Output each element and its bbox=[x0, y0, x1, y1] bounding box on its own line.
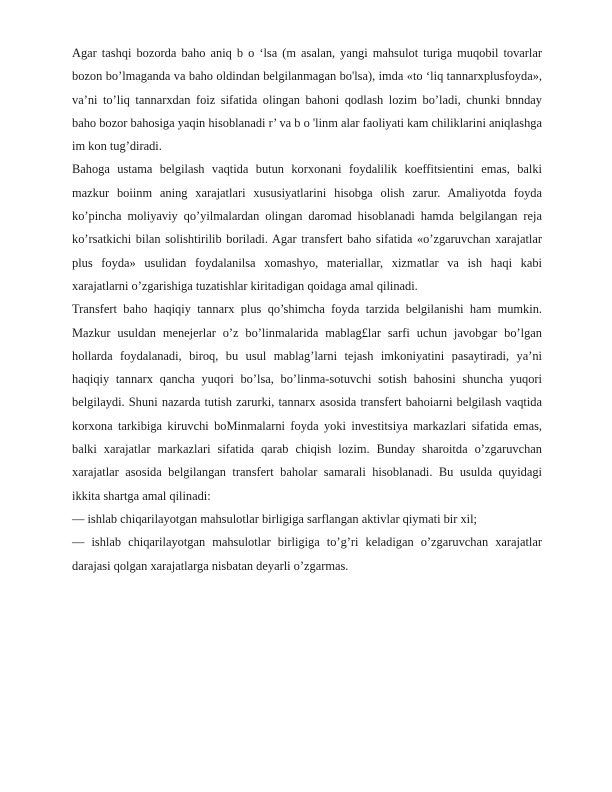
paragraph-ustama: Bahoga ustama belgilash vaqtida butun korxonani foydalilik koeffitsientini emas, balki mazkur boiinm aning xarajatlari xususiyatlarini hisobga olish zarur. Amaliyotda foyda ko’pincha moliyaviy qo’yilmalardan olingan daromad hisoblanadi hamda belgilangan reja ko’rsatkichi bilan solishtirilib boriladi. Agar transfert baho sifatida «o’zgaruvchan xarajatlar plus foyda» usulidan foydalanilsa xomashyo, materiallar, xizmatlar va ish haqi kabi xarajatlarni o’zgarishiga tuzatishlar kiritadigan qoidaga amal qilinadi. bbox=[72, 162, 542, 293]
paragraph-tashqi-bozor: Agar tashqi bozorda baho aniq b o ‘lsa (m asalan, yangi mahsulot turiga muqobil tovarlar bozon bo’lmaganda va baho oldindan belgilanmagan bo'lsa), imda «to ‘liq tannarxplusfoyda», va’ni to’liq tannarxdan foiz sifatida olingan bahoni qodlash lozim bo’ladi, chunki bnnday baho bozor bahosiga yaqin hisoblanadi r’ va b o 'linm alar faoliyati kam chiliklarini aniqlashga im kon tug’diradi. bbox=[72, 46, 542, 154]
document-page bbox=[72, 42, 542, 578]
paragraph-haqiqiy-tannarx: Transfert baho haqiqiy tannarx plus qo’shimcha foyda tarzida belgilanishi ham mumkin. Mazkur usuldan menejerlar o’z bo’linmalarida mablag£lar sarfi uchun javobgar bo’lgan hollarda foydalanadi, biroq, bu usul mablag’larni tejash imkoniyatini pasaytiradi, ya’ni haqiqiy tannarx qancha yuqori bo’lsa, bo’linma-sotuvchi sotish bahosini shuncha yuqori belgilaydi. Shuni nazarda tutish zarurki, tannarx asosida transfert bahoiarni belgilash vaqtida korxona tarkibiga kiruvchi boMinmalarni foyda yoki investitsiya markazlari sifatida emas, balki xarajatlar markazlari sifatida qarab chiqish lozim. Bunday sharoitda o’zgaruvchan xarajatlar asosida belgilangan transfert baholar samarali hisoblanadi. Bu usulda quyidagi ikkita shartga amal qilinadi: bbox=[72, 302, 542, 503]
list-item-condition-2: — ishlab chiqarilayotgan mahsulotlar birligiga to’g’ri keladigan o’zgaruvchan xarajatlar darajasi qolgan xarajatlarga nisbatan deyarli o’zgarmas. bbox=[72, 535, 542, 573]
list-item-condition-1: — ishlab chiqarilayotgan mahsulotlar birligiga sarflangan aktivlar qiymati bir xil; bbox=[72, 511, 478, 526]
